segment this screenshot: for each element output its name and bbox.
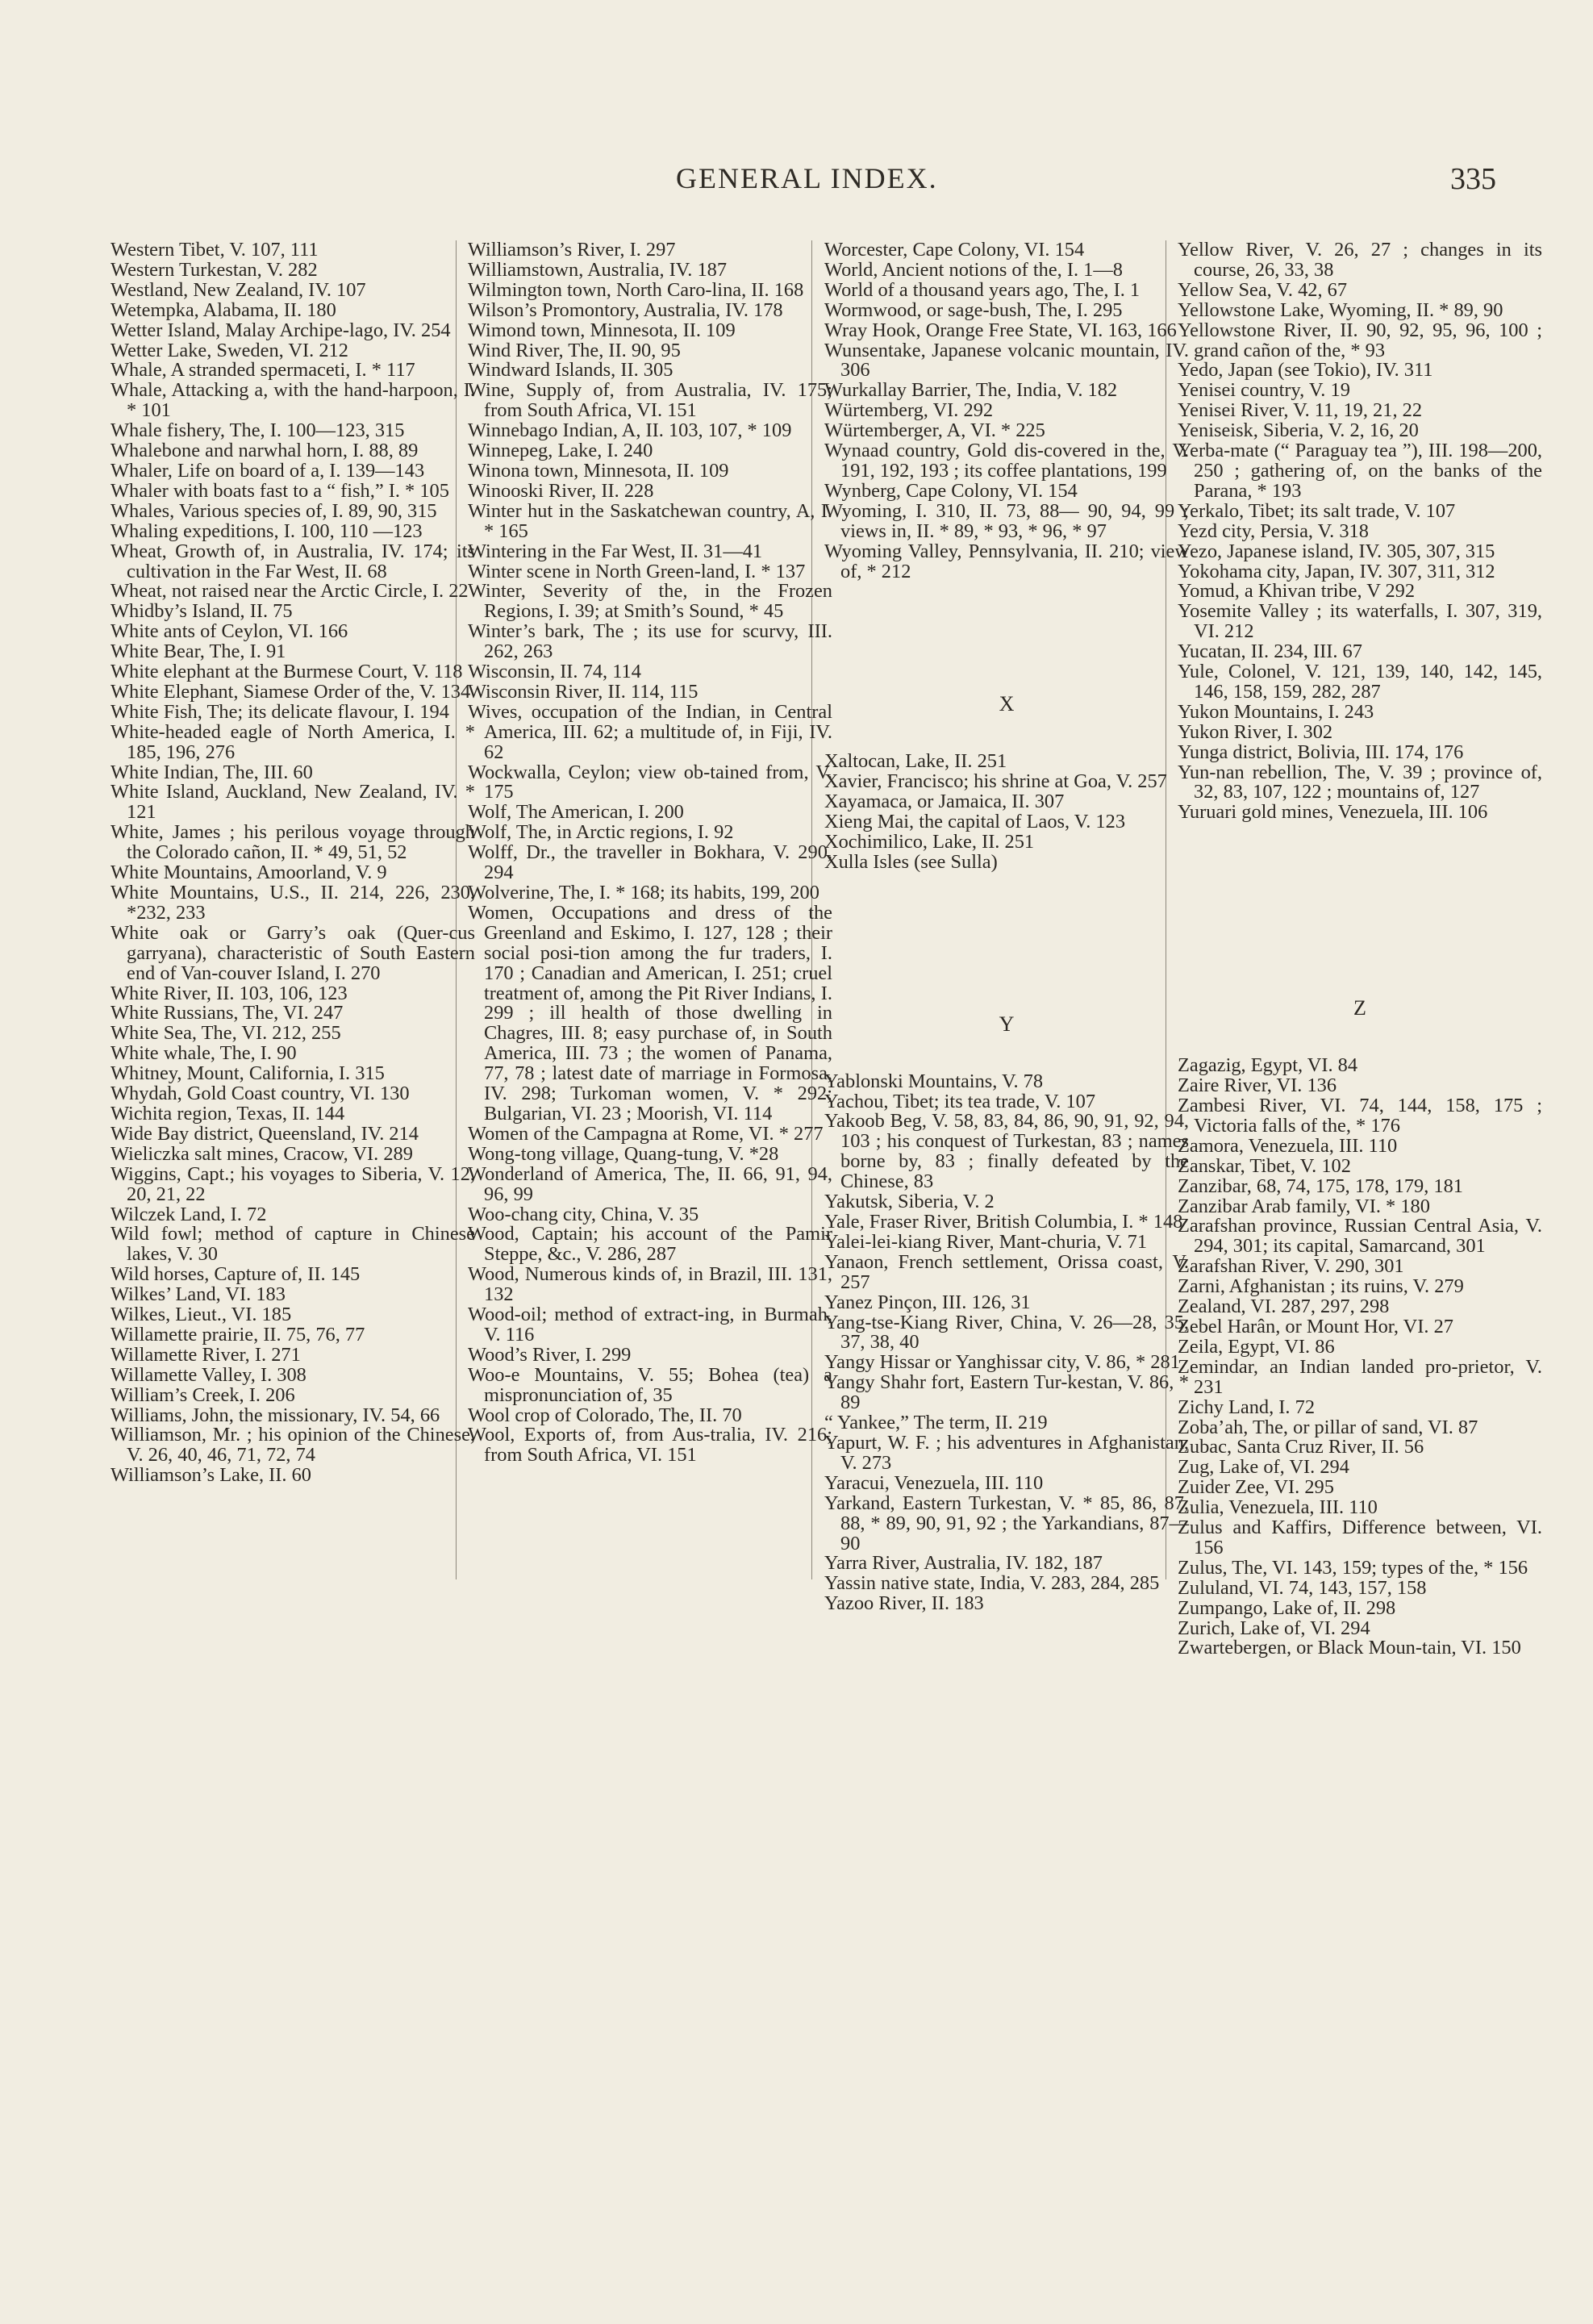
entry-list: [468, 240, 832, 1466]
index-entry: Wilson’s Promontory, Australia, IV. 178: [468, 298, 783, 321]
index-entry: Yaracui, Venezuela, III. 110: [824, 1471, 1044, 1494]
index-entry: Whaling expeditions, I. 100, 110 —123: [111, 519, 423, 542]
index-entry: Wyoming, I. 310, II. 73, 88— 90, 94, 99 ; views in, II. * 89, * 93, * 96, * 97: [824, 499, 1189, 542]
index-entry: Zulus, The, VI. 143, 159; types of the, * 156: [1178, 1556, 1528, 1579]
index-entry: Winooski River, II. 228: [468, 479, 654, 502]
index-entry: Zichy Land, I. 72: [1178, 1396, 1316, 1418]
index-column-1: [111, 240, 475, 1486]
section-gap: [1178, 823, 1542, 963]
index-entry: Wynaad country, Gold dis-covered in the, V. 191, 192, 193 ; its coffee plantations, 199: [824, 440, 1189, 482]
index-entry: White oak or Garry’s oak (Quer-cus garryana), characteristic of South Eastern end of Van-couver Island, I. 270: [111, 921, 475, 984]
index-entry: Yanaon, French settlement, Orissa coast, V. 257: [824, 1250, 1189, 1293]
index-entry: Zealand, VI. 287, 297, 298: [1178, 1296, 1390, 1318]
index-entry: Xieng Mai, the capital of Laos, V. 123: [824, 811, 1126, 833]
index-entry: Yukon River, I. 302: [1178, 720, 1333, 743]
index-entry: Wieliczka salt mines, Cracow, VI. 289: [111, 1142, 413, 1165]
index-entry: Wool, Exports of, from Aus-tralia, IV. 216; from South Africa, VI. 151: [468, 1424, 832, 1467]
index-entry: White Bear, The, I. 91: [111, 640, 286, 663]
index-entry: Zaire River, VI. 136: [1178, 1074, 1337, 1097]
index-entry: Winona town, Minnesota, II. 109: [468, 459, 729, 482]
index-entry: Wichita region, Texas, II. 144: [111, 1102, 345, 1124]
index-column-3: [824, 240, 1189, 1614]
index-entry: Yalei-lei-kiang River, Mant-churia, V. 71: [824, 1230, 1148, 1253]
index-entry: Yassin native state, India, V. 283, 284, 285: [824, 1572, 1160, 1595]
index-entry: Zwartebergen, or Black Moun-tain, VI. 150: [1178, 1637, 1521, 1659]
index-entry: White, James ; his perilous voyage through the Colorado cañon, II. * 49, 51, 52: [111, 821, 475, 864]
index-entry: Yun-nan rebellion, The, V. 39 ; province of, 32, 83, 107, 122 ; mountains of, 127: [1178, 761, 1542, 803]
index-entry: Yukon Mountains, I. 243: [1178, 700, 1374, 723]
index-entry: Wetter Island, Malay Archipe-lago, IV. 254: [111, 319, 451, 341]
index-entry: Winnepeg, Lake, I. 240: [468, 440, 653, 462]
index-entry: Whidby’s Island, II. 75: [111, 600, 293, 623]
index-entry: Wood, Captain; his account of the Pamir Steppe, &c., V. 286, 287: [468, 1223, 832, 1266]
index-entry: Yakutsk, Siberia, V. 2: [824, 1191, 995, 1213]
index-entry: Xaltocan, Lake, II. 251: [824, 750, 1007, 773]
index-entry: Zebel Harân, or Mount Hor, VI. 27: [1178, 1315, 1453, 1337]
index-entry: Wild fowl; method of capture in Chinese lakes, V. 30: [111, 1223, 475, 1266]
index-entry: Worcester, Cape Colony, VI. 154: [824, 239, 1085, 261]
index-entry: Zanzibar Arab family, VI. * 180: [1178, 1195, 1430, 1217]
index-entry: Yellow Sea, V. 42, 67: [1178, 278, 1348, 301]
index-entry: Zamora, Venezuela, III. 110: [1178, 1134, 1398, 1157]
index-entry: Xayamaca, or Jamaica, II. 307: [824, 791, 1065, 813]
index-entry: Wine, Supply of, from Australia, IV. 175; from South Africa, VI. 151: [468, 379, 832, 422]
index-entry: Wray Hook, Orange Free State, VI. 163, 166: [824, 319, 1177, 341]
index-entry: Zambesi River, VI. 74, 144, 158, 175 ; Victoria falls of the, * 176: [1178, 1095, 1542, 1137]
index-entry: Willamette Valley, I. 308: [111, 1363, 307, 1386]
index-entry: Wiggins, Capt.; his voyages to Siberia, V. 12, 20, 21, 22: [111, 1162, 475, 1205]
index-entry: White Indian, The, III. 60: [111, 761, 313, 783]
index-entry: Yakoob Beg, V. 58, 83, 84, 86, 90, 91, 92, 94, 103 ; his conquest of Turkestan, 83 ; names borne by, 83 ; finally defeated by the Chinese, 83: [824, 1110, 1189, 1193]
index-entry: White Mountains, U.S., II. 214, 226, 230, *232, 233: [111, 882, 475, 924]
index-entry: Willamette prairie, II. 75, 76, 77: [111, 1323, 365, 1346]
index-entry: Wisconsin River, II. 114, 115: [468, 680, 699, 703]
index-entry: Yenisei River, V. 11, 19, 21, 22: [1178, 399, 1423, 422]
index-entry: Wetter Lake, Sweden, VI. 212: [111, 339, 348, 361]
index-entry: Yokohama city, Japan, IV. 307, 311, 312: [1178, 560, 1495, 582]
section-heading-z: Z: [1353, 996, 1366, 1020]
index-entry: Yangy Hissar or Yanghissar city, V. 86, * 281: [824, 1351, 1180, 1374]
page-header: [0, 161, 1593, 200]
index-entry: Whitney, Mount, California, I. 315: [111, 1062, 385, 1085]
index-entry: Yezo, Japanese island, IV. 305, 307, 315: [1178, 540, 1495, 562]
entry-list: [824, 752, 1189, 872]
index-entry: Yosemite Valley ; its waterfalls, I. 307, 319, VI. 212: [1178, 600, 1542, 643]
page-number: 335: [1450, 162, 1496, 196]
index-entry: Yomud, a Khivan tribe, V 292: [1178, 580, 1416, 603]
index-entry: Yuruari gold mines, Venezuela, III. 106: [1178, 801, 1488, 824]
index-entry: White elephant at the Burmese Court, V. 118: [111, 661, 463, 683]
index-entry: White-headed eagle of North America, I. * 185, 196, 276: [111, 720, 475, 763]
index-entry: Zeila, Egypt, VI. 86: [1178, 1335, 1335, 1358]
index-entry: Williamstown, Australia, IV. 187: [468, 258, 728, 281]
entry-list: [824, 240, 1189, 582]
index-entry: Wormwood, or sage-bush, The, I. 295: [824, 298, 1123, 321]
index-entry: Wheat, Growth of, in Australia, IV. 174; its cultivation in the Far West, II. 68: [111, 540, 475, 582]
index-entry: Yazoo River, II. 183: [824, 1592, 984, 1615]
index-entry: Woo-e Mountains, V. 55; Bohea (tea) a mispronunciation of, 35: [468, 1363, 832, 1406]
index-entry: Zurich, Lake of, VI. 294: [1178, 1617, 1370, 1639]
index-entry: Wockwalla, Ceylon; view ob-tained from, V. 175: [468, 761, 832, 803]
index-entry: Yangy Shahr fort, Eastern Tur-kestan, V. 86, * 89: [824, 1371, 1189, 1414]
index-entry: Zemindar, an Indian landed pro-prietor, V. 231: [1178, 1355, 1542, 1398]
index-entry: White Elephant, Siamese Order of the, V. 134: [111, 680, 471, 703]
index-entry: Yunga district, Bolivia, III. 174, 176: [1178, 741, 1464, 763]
index-entry: Wolf, The, in Arctic regions, I. 92: [468, 821, 734, 844]
index-entry: William’s Creek, I. 206: [111, 1383, 295, 1406]
index-entry: Whale, A stranded spermaceti, I. * 117: [111, 359, 415, 382]
index-entry: Wynberg, Cape Colony, VI. 154: [824, 479, 1078, 502]
index-entry: Wimond town, Minnesota, II. 109: [468, 319, 736, 341]
index-entry: White Mountains, Amoorland, V. 9: [111, 862, 387, 884]
index-entry: Yang-tse-Kiang River, China, V. 26—28, 35, 37, 38, 40: [824, 1311, 1189, 1354]
index-entry: Whaler, Life on board of a, I. 139—143: [111, 459, 425, 482]
index-entry: Women, Occupations and dress of the Greenland and Eskimo, I. 127, 128 ; their social posi-tion among the fur traders, I. 170 ; Canadian and American, I. 251; cruel treatment of, among the Pit River Indians, I. 299 ; ill health of those dwelling in Chagres, III. 8; easy purchase of, in South America, III. 73 ; the women of Panama, 77, 78 ; latest date of marriage in Formosa, IV. 298; Turkoman women, V. * 292; Bulgarian, VI. 23 ; Moorish, VI. 114: [468, 901, 832, 1124]
index-entry: Whaler with boats fast to a “ fish,” I. * 105: [111, 479, 449, 502]
index-entry: Wolf, The American, I. 200: [468, 801, 684, 824]
index-entry: Wonderland of America, The, II. 66, 91, 94, 96, 99: [468, 1162, 832, 1205]
index-entry: Zoba’ah, The, or pillar of sand, VI. 87: [1178, 1416, 1478, 1438]
index-entry: White Island, Auckland, New Zealand, IV. * 121: [111, 781, 475, 824]
index-column-2: [468, 240, 832, 1466]
index-entry: Würtemberger, A, VI. * 225: [824, 419, 1045, 442]
index-entry: Westland, New Zealand, IV. 107: [111, 278, 366, 301]
index-entry: Whale, Attacking a, with the hand-harpoon, I. * 101: [111, 379, 475, 422]
index-entry: Yezd city, Persia, V. 318: [1178, 519, 1369, 542]
index-entry: Whydah, Gold Coast country, VI. 130: [111, 1083, 410, 1105]
index-entry: Wisconsin, II. 74, 114: [468, 661, 641, 683]
index-entry: White Russians, The, VI. 247: [111, 1002, 344, 1024]
index-entry: Zuider Zee, VI. 295: [1178, 1476, 1334, 1499]
index-entry: Xulla Isles (see Sulla): [824, 850, 998, 873]
index-entry: Winter hut in the Saskatchewan country, A, I. * 165: [468, 499, 832, 542]
index-entry: Williamson, Mr. ; his opinion of the Chinese, V. 26, 40, 46, 71, 72, 74: [111, 1424, 475, 1467]
section-gap: [824, 582, 1189, 659]
index-entry: Windward Islands, II. 305: [468, 359, 673, 382]
index-entry: Whalebone and narwhal horn, I. 88, 89: [111, 440, 419, 462]
index-entry: White Sea, The, VI. 212, 255: [111, 1022, 341, 1045]
index-entry: Wheat, not raised near the Arctic Circle, I. 22: [111, 580, 469, 603]
index-entry: White ants of Ceylon, VI. 166: [111, 620, 348, 643]
index-entry: Zarafshan River, V. 290, 301: [1178, 1255, 1404, 1278]
index-entry: Wintering in the Far West, II. 31—41: [468, 540, 763, 562]
index-column-4: [1178, 240, 1542, 1659]
index-entry: Wunsentake, Japanese volcanic mountain, IV. 306: [824, 339, 1189, 382]
index-entry: Zulia, Venezuela, III. 110: [1178, 1496, 1378, 1519]
index-entry: White Fish, The; its delicate flavour, I. 194: [111, 700, 449, 723]
index-entry: Wilmington town, North Caro-lina, II. 168: [468, 278, 804, 301]
index-entry: Yule, Colonel, V. 121, 139, 140, 142, 145, 146, 158, 159, 282, 287: [1178, 661, 1542, 703]
index-entry: Wilczek Land, I. 72: [111, 1203, 267, 1225]
index-entry: Wild horses, Capture of, II. 145: [111, 1263, 361, 1286]
index-entry: Western Turkestan, V. 282: [111, 258, 318, 281]
index-entry: Women of the Campagna at Rome, VI. * 277: [468, 1122, 824, 1145]
index-entry: Zug, Lake of, VI. 294: [1178, 1456, 1349, 1479]
index-entry: Wilkes, Lieut., VI. 185: [111, 1304, 292, 1326]
section-heading-x: X: [999, 692, 1015, 716]
index-entry: Winter’s bark, The ; its use for scurvy, III. 262, 263: [468, 620, 832, 663]
index-entry: Yapurt, W. F. ; his adventures in Afghanistan, V. 273: [824, 1431, 1189, 1474]
index-entry: Winter, Severity of the, in the Frozen Regions, I. 39; at Smith’s Sound, * 45: [468, 580, 832, 623]
section-heading-y: Y: [999, 1012, 1015, 1036]
index-entry: Zumpango, Lake of, II. 298: [1178, 1596, 1396, 1619]
index-entry: World of a thousand years ago, The, I. 1: [824, 278, 1141, 301]
section-gap: [824, 873, 1189, 979]
index-entry: Zagazig, Egypt, VI. 84: [1178, 1054, 1358, 1077]
index-entry: Yucatan, II. 234, III. 67: [1178, 640, 1362, 663]
entry-list: [1178, 240, 1542, 823]
index-entry: Yellow River, V. 26, 27 ; changes in its course, 26, 33, 38: [1178, 239, 1542, 281]
index-entry: Williamson’s River, I. 297: [468, 239, 676, 261]
index-entry: Wide Bay district, Queensland, IV. 214: [111, 1122, 419, 1145]
index-entry: “ Yankee,” The term, II. 219: [824, 1412, 1048, 1434]
index-entry: Western Tibet, V. 107, 111: [111, 239, 319, 261]
index-entry: Yachou, Tibet; its tea trade, V. 107: [824, 1090, 1096, 1112]
index-entry: Wood’s River, I. 299: [468, 1343, 632, 1366]
index-entry: Yarra River, Australia, IV. 182, 187: [824, 1552, 1103, 1575]
index-entry: White River, II. 103, 106, 123: [111, 982, 348, 1004]
index-entry: Whales, Various species of, I. 89, 90, 315: [111, 499, 437, 522]
index-entry: Xavier, Francisco; his shrine at Goa, V. 257: [824, 770, 1167, 793]
index-entry: Winnebago Indian, A, II. 103, 107, * 109: [468, 419, 792, 442]
index-entry: Wood, Numerous kinds of, in Brazil, III. 131, 132: [468, 1263, 832, 1306]
index-entry: Wives, occupation of the Indian, in Central America, III. 62; a multitude of, in Fiji, IV. 62: [468, 700, 832, 763]
index-entry: Zubac, Santa Cruz River, II. 56: [1178, 1436, 1424, 1458]
index-entry: Zanzibar, 68, 74, 175, 178, 179, 181: [1178, 1175, 1463, 1197]
index-entry: White whale, The, I. 90: [111, 1042, 297, 1065]
index-entry: Wyoming Valley, Pennsylvania, II. 210; view of, * 212: [824, 540, 1189, 582]
entry-list: [1178, 1056, 1542, 1659]
index-entry: Wolff, Dr., the traveller in Bokhara, V. 290, 294: [468, 841, 832, 884]
running-title: GENERAL INDEX.: [676, 162, 938, 194]
index-entry: Yedo, Japan (see Tokio), IV. 311: [1178, 359, 1433, 382]
index-entry: Wong-tong village, Quang-tung, V. *28: [468, 1142, 779, 1165]
index-entry: Yale, Fraser River, British Columbia, I. * 148: [824, 1211, 1183, 1233]
index-entry: Yellowstone Lake, Wyoming, II. * 89, 90: [1178, 298, 1503, 321]
index-entry: Yenisei country, V. 19: [1178, 379, 1350, 402]
entry-list: [824, 1072, 1189, 1614]
index-entry: Zanskar, Tibet, V. 102: [1178, 1154, 1351, 1177]
index-entry: Würtemberg, VI. 292: [824, 399, 994, 422]
index-entry: Winter scene in North Green-land, I. * 137: [468, 560, 806, 582]
entry-list: [111, 240, 475, 1486]
index-entry: Woo-chang city, China, V. 35: [468, 1203, 699, 1225]
index-entry: Yerba-mate (“ Paraguay tea ”), III. 198—200, 250 ; gathering of, on the banks of the Parana, * 193: [1178, 440, 1542, 502]
index-entry: Yeniseisk, Siberia, V. 2, 16, 20: [1178, 419, 1419, 442]
index-entry: Yellowstone River, II. 90, 92, 95, 96, 100 ; grand cañon of the, * 93: [1178, 319, 1542, 361]
index-entry: World, Ancient notions of the, I. 1—8: [824, 258, 1123, 281]
index-entry: Wurkallay Barrier, The, India, V. 182: [824, 379, 1118, 402]
index-entry: Zarafshan province, Russian Central Asia, V. 294, 301; its capital, Samarcand, 301: [1178, 1215, 1542, 1258]
index-entry: Williamson’s Lake, II. 60: [111, 1464, 311, 1487]
index-entry: Willamette River, I. 271: [111, 1343, 301, 1366]
index-entry: Zululand, VI. 74, 143, 157, 158: [1178, 1576, 1427, 1599]
index-entry: Zarni, Afghanistan ; its ruins, V. 279: [1178, 1275, 1464, 1298]
index-entry: Xochimilico, Lake, II. 251: [824, 830, 1035, 853]
index-entry: Yanez Pinçon, III. 126, 31: [824, 1291, 1031, 1313]
index-entry: Wood-oil; method of extract-ing, in Burmah, V. 116: [468, 1304, 832, 1346]
index-entry: Wool crop of Colorado, The, II. 70: [468, 1404, 742, 1426]
index-entry: Wind River, The, II. 90, 95: [468, 339, 681, 361]
index-entry: Yablonski Mountains, V. 78: [824, 1070, 1044, 1092]
index-entry: Williams, John, the missionary, IV. 54, 66: [111, 1404, 440, 1426]
index-entry: Whale fishery, The, I. 100—123, 315: [111, 419, 405, 442]
index-entry: Yarkand, Eastern Turkestan, V. * 85, 86, 87, 88, * 89, 90, 91, 92 ; the Yarkandians, 87— 90: [824, 1492, 1189, 1554]
index-entry: Yerkalo, Tibet; its salt trade, V. 107: [1178, 499, 1456, 522]
index-entry: Wilkes’ Land, VI. 183: [111, 1283, 286, 1306]
index-entry: Wolverine, The, I. * 168; its habits, 199, 200: [468, 882, 819, 903]
index-entry: Wetempka, Alabama, II. 180: [111, 298, 336, 321]
index-entry: Zulus and Kaffirs, Difference between, VI. 156: [1178, 1517, 1542, 1558]
